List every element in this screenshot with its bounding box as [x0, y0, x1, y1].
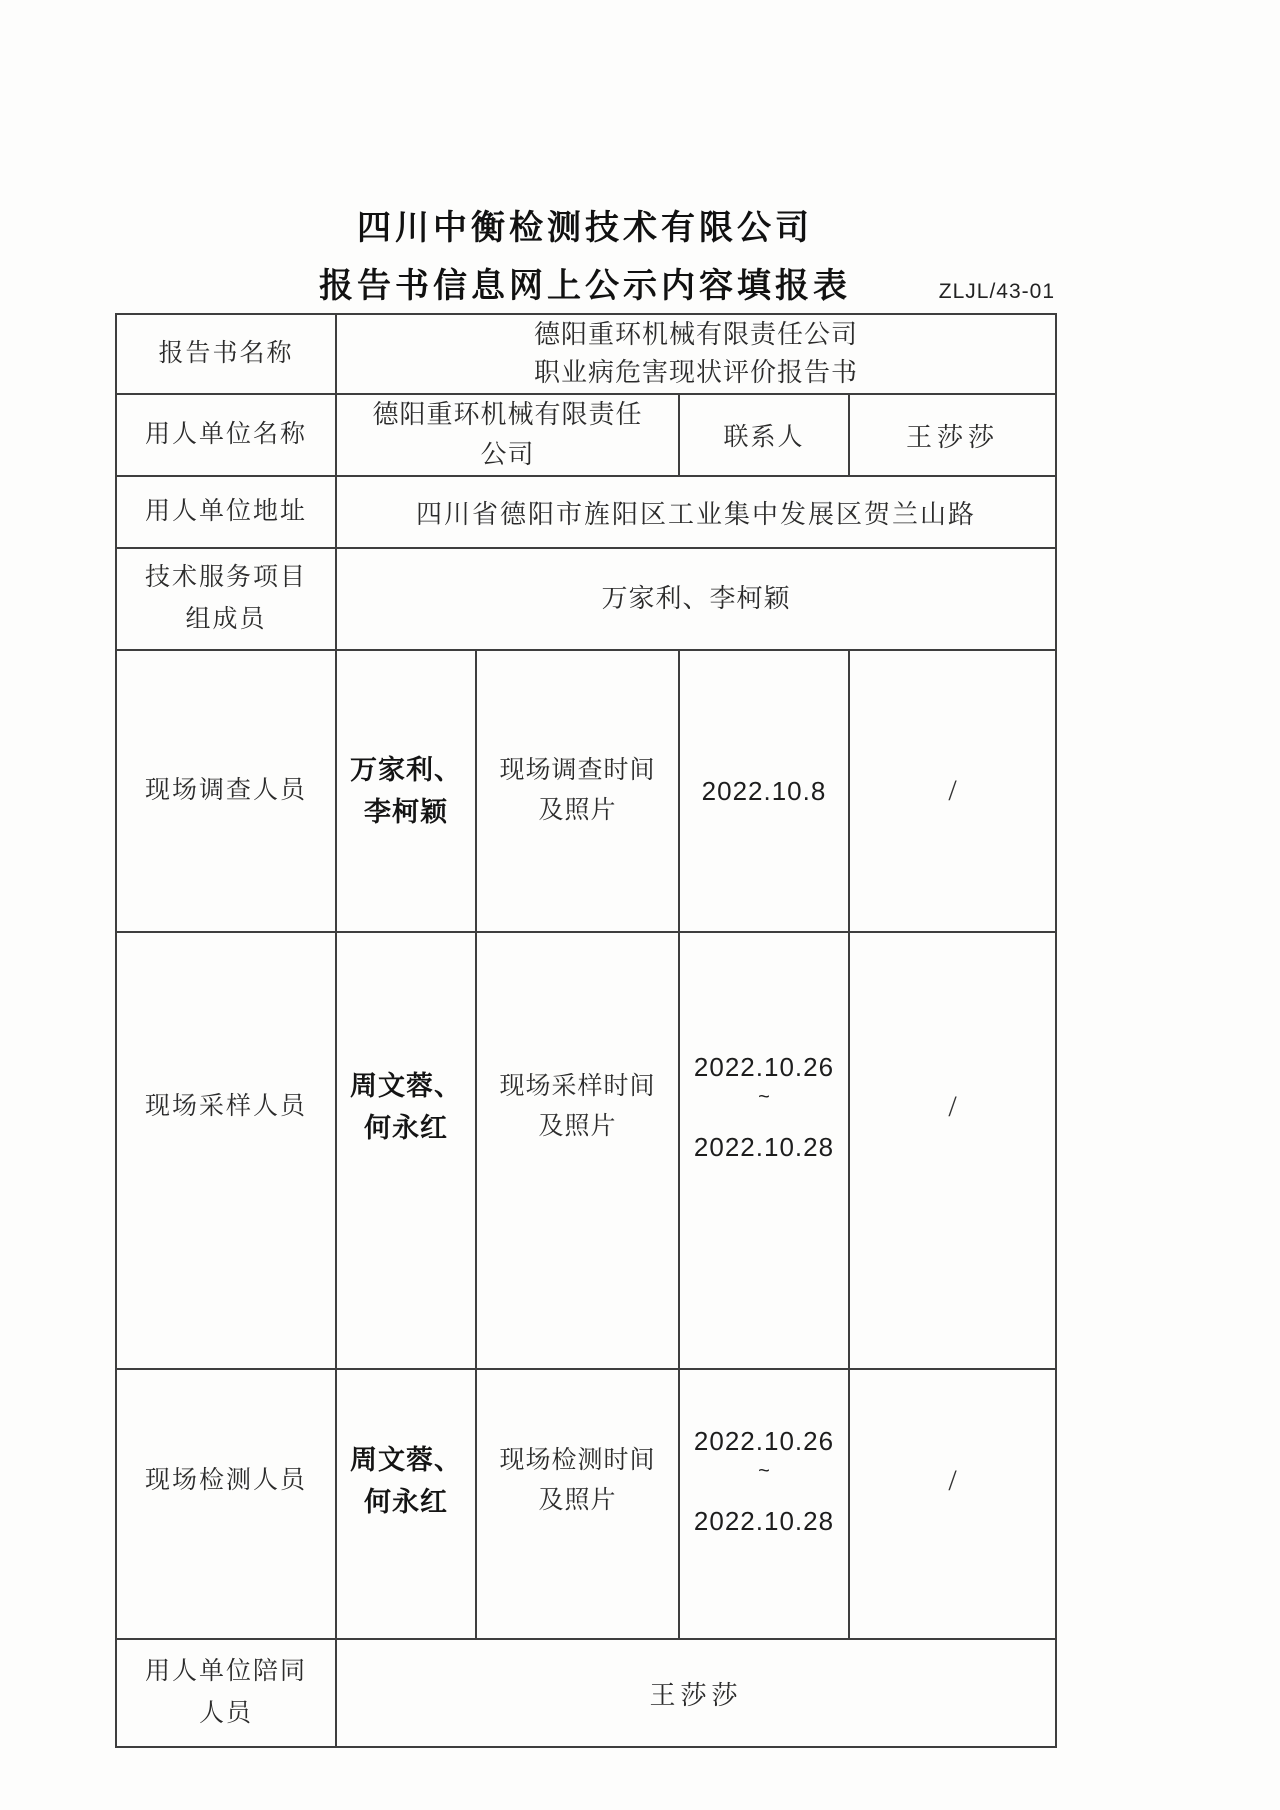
- project-team-label-line1: 技术服务项目: [144, 564, 307, 591]
- site-date-wrap: [680, 775, 848, 807]
- employer-address-value: 四川省德阳市旌阳区工业集中发展区贺兰山路: [336, 476, 1056, 548]
- site-time-label: [476, 650, 679, 932]
- project-team-label: [116, 548, 336, 650]
- employer-name-line1: 德阳重环机械有限责任: [372, 400, 643, 429]
- site-personnel-line1: 万家利、: [350, 755, 462, 785]
- report-name-row: [116, 314, 1056, 394]
- site-date-start: 2022.10.26: [693, 1051, 835, 1082]
- form-title: 报告书信息网上公示内容填报表: [319, 267, 851, 305]
- escort-label-line2: 人员: [198, 1700, 253, 1727]
- employer-name-value: [336, 394, 679, 476]
- site-date-separator: ~: [758, 1460, 770, 1482]
- site-row-label: 现场检测人员: [116, 1369, 336, 1639]
- site-survey-row: [116, 650, 1056, 932]
- site-sampling-row: [116, 932, 1056, 1369]
- contact-name: 王莎莎: [849, 394, 1056, 476]
- site-date-separator: ~: [758, 1085, 770, 1108]
- site-date-start: 2022.10.26: [693, 1426, 835, 1456]
- site-date-end: 2022.10.28: [693, 1506, 835, 1536]
- site-date-start: 2022.10.8: [701, 776, 827, 806]
- site-personnel-line2: 李柯颖: [364, 797, 448, 827]
- project-team-label-line2: 组成员: [185, 606, 267, 633]
- site-photo-placeholder: /: [849, 650, 1056, 932]
- site-date: [679, 650, 849, 932]
- escort-label: [116, 1639, 336, 1747]
- site-personnel-line1: 周文蓉、: [350, 1070, 462, 1101]
- site-time-label-line1: 现场采样时间: [499, 1072, 656, 1100]
- site-time-label-line2: 及照片: [538, 1112, 617, 1140]
- doc-code: ZLJL/43-01: [938, 280, 1055, 303]
- site-time-label: [476, 1369, 679, 1639]
- site-row-label: 现场调查人员: [116, 650, 336, 932]
- doc-header: [115, 206, 1055, 308]
- site-row-label: 现场采样人员: [116, 932, 336, 1369]
- site-personnel-line2: 何永红: [364, 1112, 448, 1143]
- report-name-value: [336, 314, 1056, 394]
- site-photo-placeholder: /: [849, 1369, 1056, 1639]
- site-time-label: [476, 932, 679, 1369]
- report-name-line1: 德阳重环机械有限责任公司: [534, 320, 859, 349]
- escort-row: [116, 1639, 1056, 1747]
- site-personnel: [336, 932, 476, 1369]
- site-date-wrap: [680, 1051, 848, 1163]
- site-personnel: [336, 1369, 476, 1639]
- site-time-label-line2: 及照片: [538, 797, 617, 824]
- company-title: 四川中衡检测技术有限公司: [357, 209, 813, 247]
- report-name-line2: 职业病危害现状评价报告书: [534, 358, 859, 387]
- employer-name-line2: 公司: [480, 440, 535, 469]
- employer-address-row: [116, 476, 1056, 548]
- escort-label-line1: 用人单位陪同: [144, 1658, 307, 1685]
- site-date: [679, 932, 849, 1369]
- site-time-label-line1: 现场检测时间: [499, 1447, 656, 1474]
- site-photo-placeholder: /: [849, 932, 1056, 1369]
- employer-address-label: 用人单位地址: [116, 476, 336, 548]
- project-team-value: 万家利、李柯颖: [336, 548, 1056, 650]
- site-personnel: [336, 650, 476, 932]
- employer-name-label: 用人单位名称: [116, 394, 336, 476]
- site-date: [679, 1369, 849, 1639]
- report-info-table: [115, 313, 1057, 1748]
- escort-value: 王莎莎: [336, 1639, 1056, 1747]
- site-date-end: 2022.10.28: [693, 1131, 835, 1162]
- site-personnel-line1: 周文蓉、: [350, 1445, 462, 1475]
- contact-label: 联系人: [679, 394, 849, 476]
- site-personnel-line2: 何永红: [364, 1487, 448, 1517]
- employer-name-row: [116, 394, 1056, 476]
- site-date-wrap: [680, 1425, 848, 1537]
- site-time-label-line2: 及照片: [538, 1487, 617, 1514]
- site-time-label-line1: 现场调查时间: [499, 757, 656, 784]
- site-testing-row: [116, 1369, 1056, 1639]
- form-title-row: [115, 264, 1055, 308]
- report-name-label: 报告书名称: [116, 314, 336, 394]
- project-team-row: [116, 548, 1056, 650]
